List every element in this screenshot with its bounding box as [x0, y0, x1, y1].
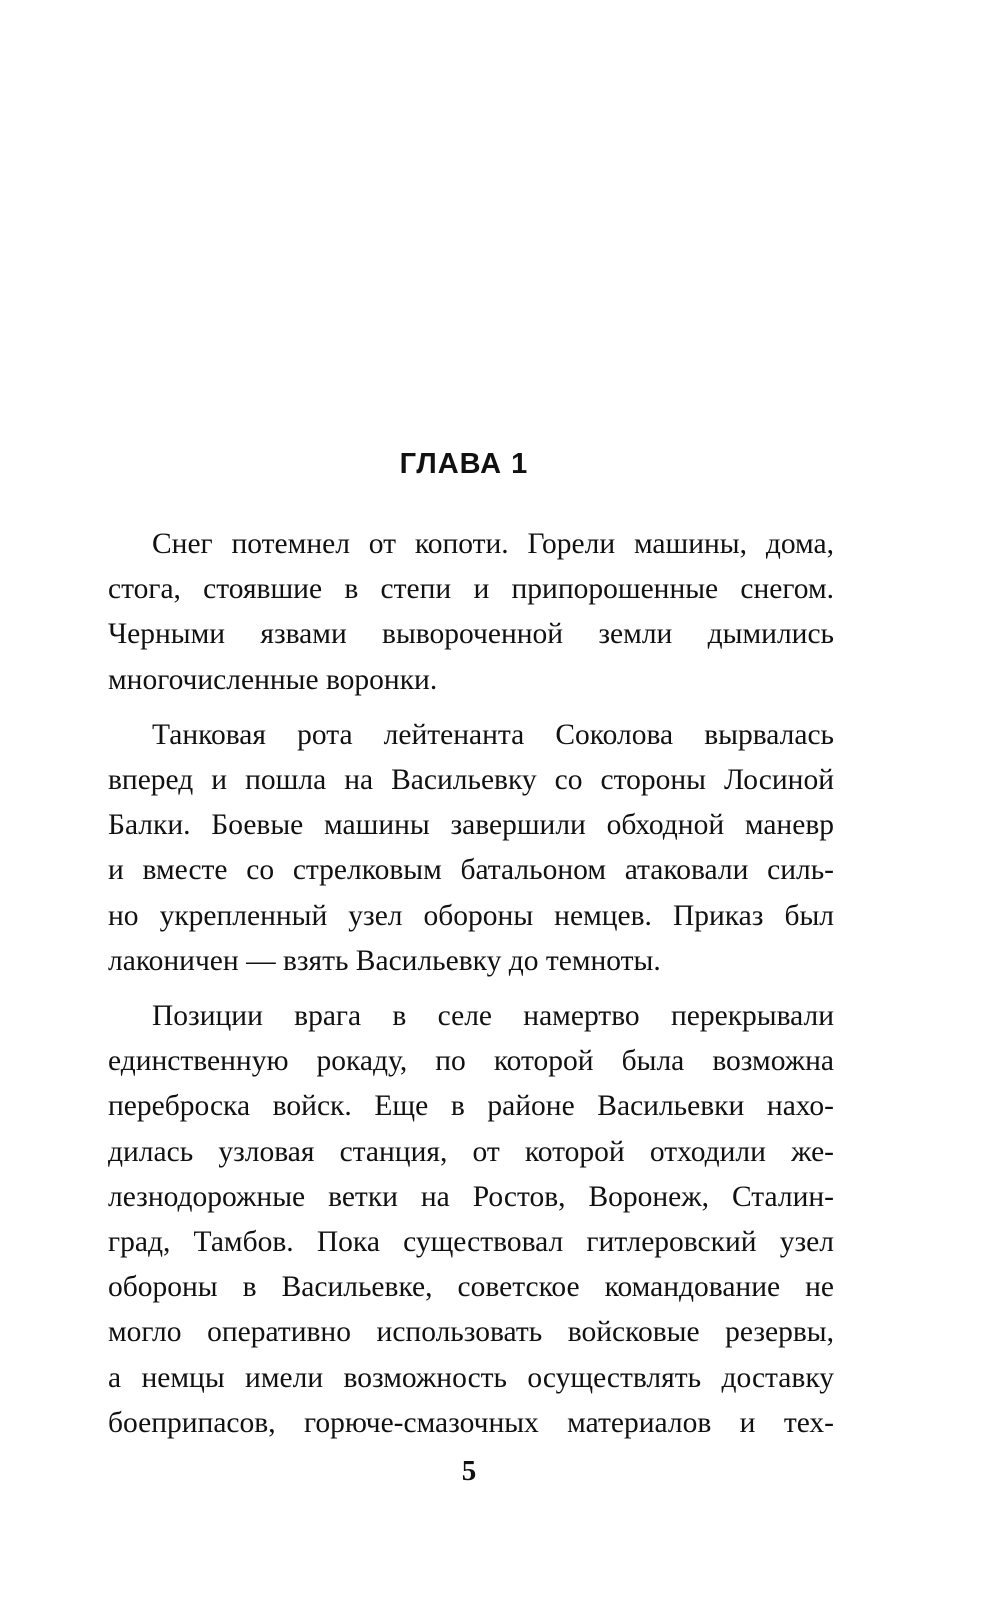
text-line: единственную рокаду, по которой была возможна — [108, 1045, 834, 1078]
paragraph-2 — [108, 713, 834, 984]
text-line: переброска войск. Еще в районе Васильевки нахо- — [108, 1090, 834, 1123]
text-line: Танковая рота лейтенанта Соколова вырвалась — [152, 718, 834, 751]
text-line: дилась узловая станция, от которой отходили же- — [108, 1135, 834, 1168]
text-line: Снег потемнел от копоти. Горели машины, дома, — [152, 528, 834, 560]
text-line: Балки. Боевые машины завершили обходной маневр — [108, 809, 834, 842]
text-line: но укрепленный узел обороны немцев. Приказ был — [108, 899, 834, 932]
text-line: Черными язвами вывороченной земли дымились — [108, 618, 834, 651]
text-line: град, Тамбов. Пока существовал гитлеровский узел — [108, 1226, 834, 1259]
text-line: и вместе со стрелковым батальоном атаковали силь- — [108, 854, 834, 887]
text-line: многочисленные воронки. — [108, 663, 438, 696]
page-number: 5 — [461, 1455, 477, 1487]
chapter-title: ГЛАВА 1 — [399, 448, 529, 480]
text-line: лаконичен — взять Васильевку до темноты. — [108, 944, 661, 977]
text-line: стога, стоявшие в степи и припорошенные снегом. — [108, 573, 834, 606]
body-text — [108, 522, 834, 1456]
paragraph-3 — [108, 994, 834, 1446]
text-line: вперед и пошла на Васильевку со стороны Лосиной — [108, 764, 834, 797]
paragraph-1 — [108, 522, 834, 703]
text-line: могло оперативно использовать войсковые резервы, — [108, 1316, 834, 1349]
text-line: а немцы имели возможность осуществлять доставку — [108, 1361, 834, 1394]
text-line: боеприпасов, горюче-смазочных материалов и тех- — [108, 1406, 834, 1439]
text-line: Позиции врага в селе намертво перекрывали — [152, 1000, 834, 1033]
text-line: обороны в Васильевке, советское командование не — [108, 1271, 834, 1304]
text-line: лезнодорожные ветки на Ростов, Воронеж, Сталин- — [108, 1180, 834, 1213]
